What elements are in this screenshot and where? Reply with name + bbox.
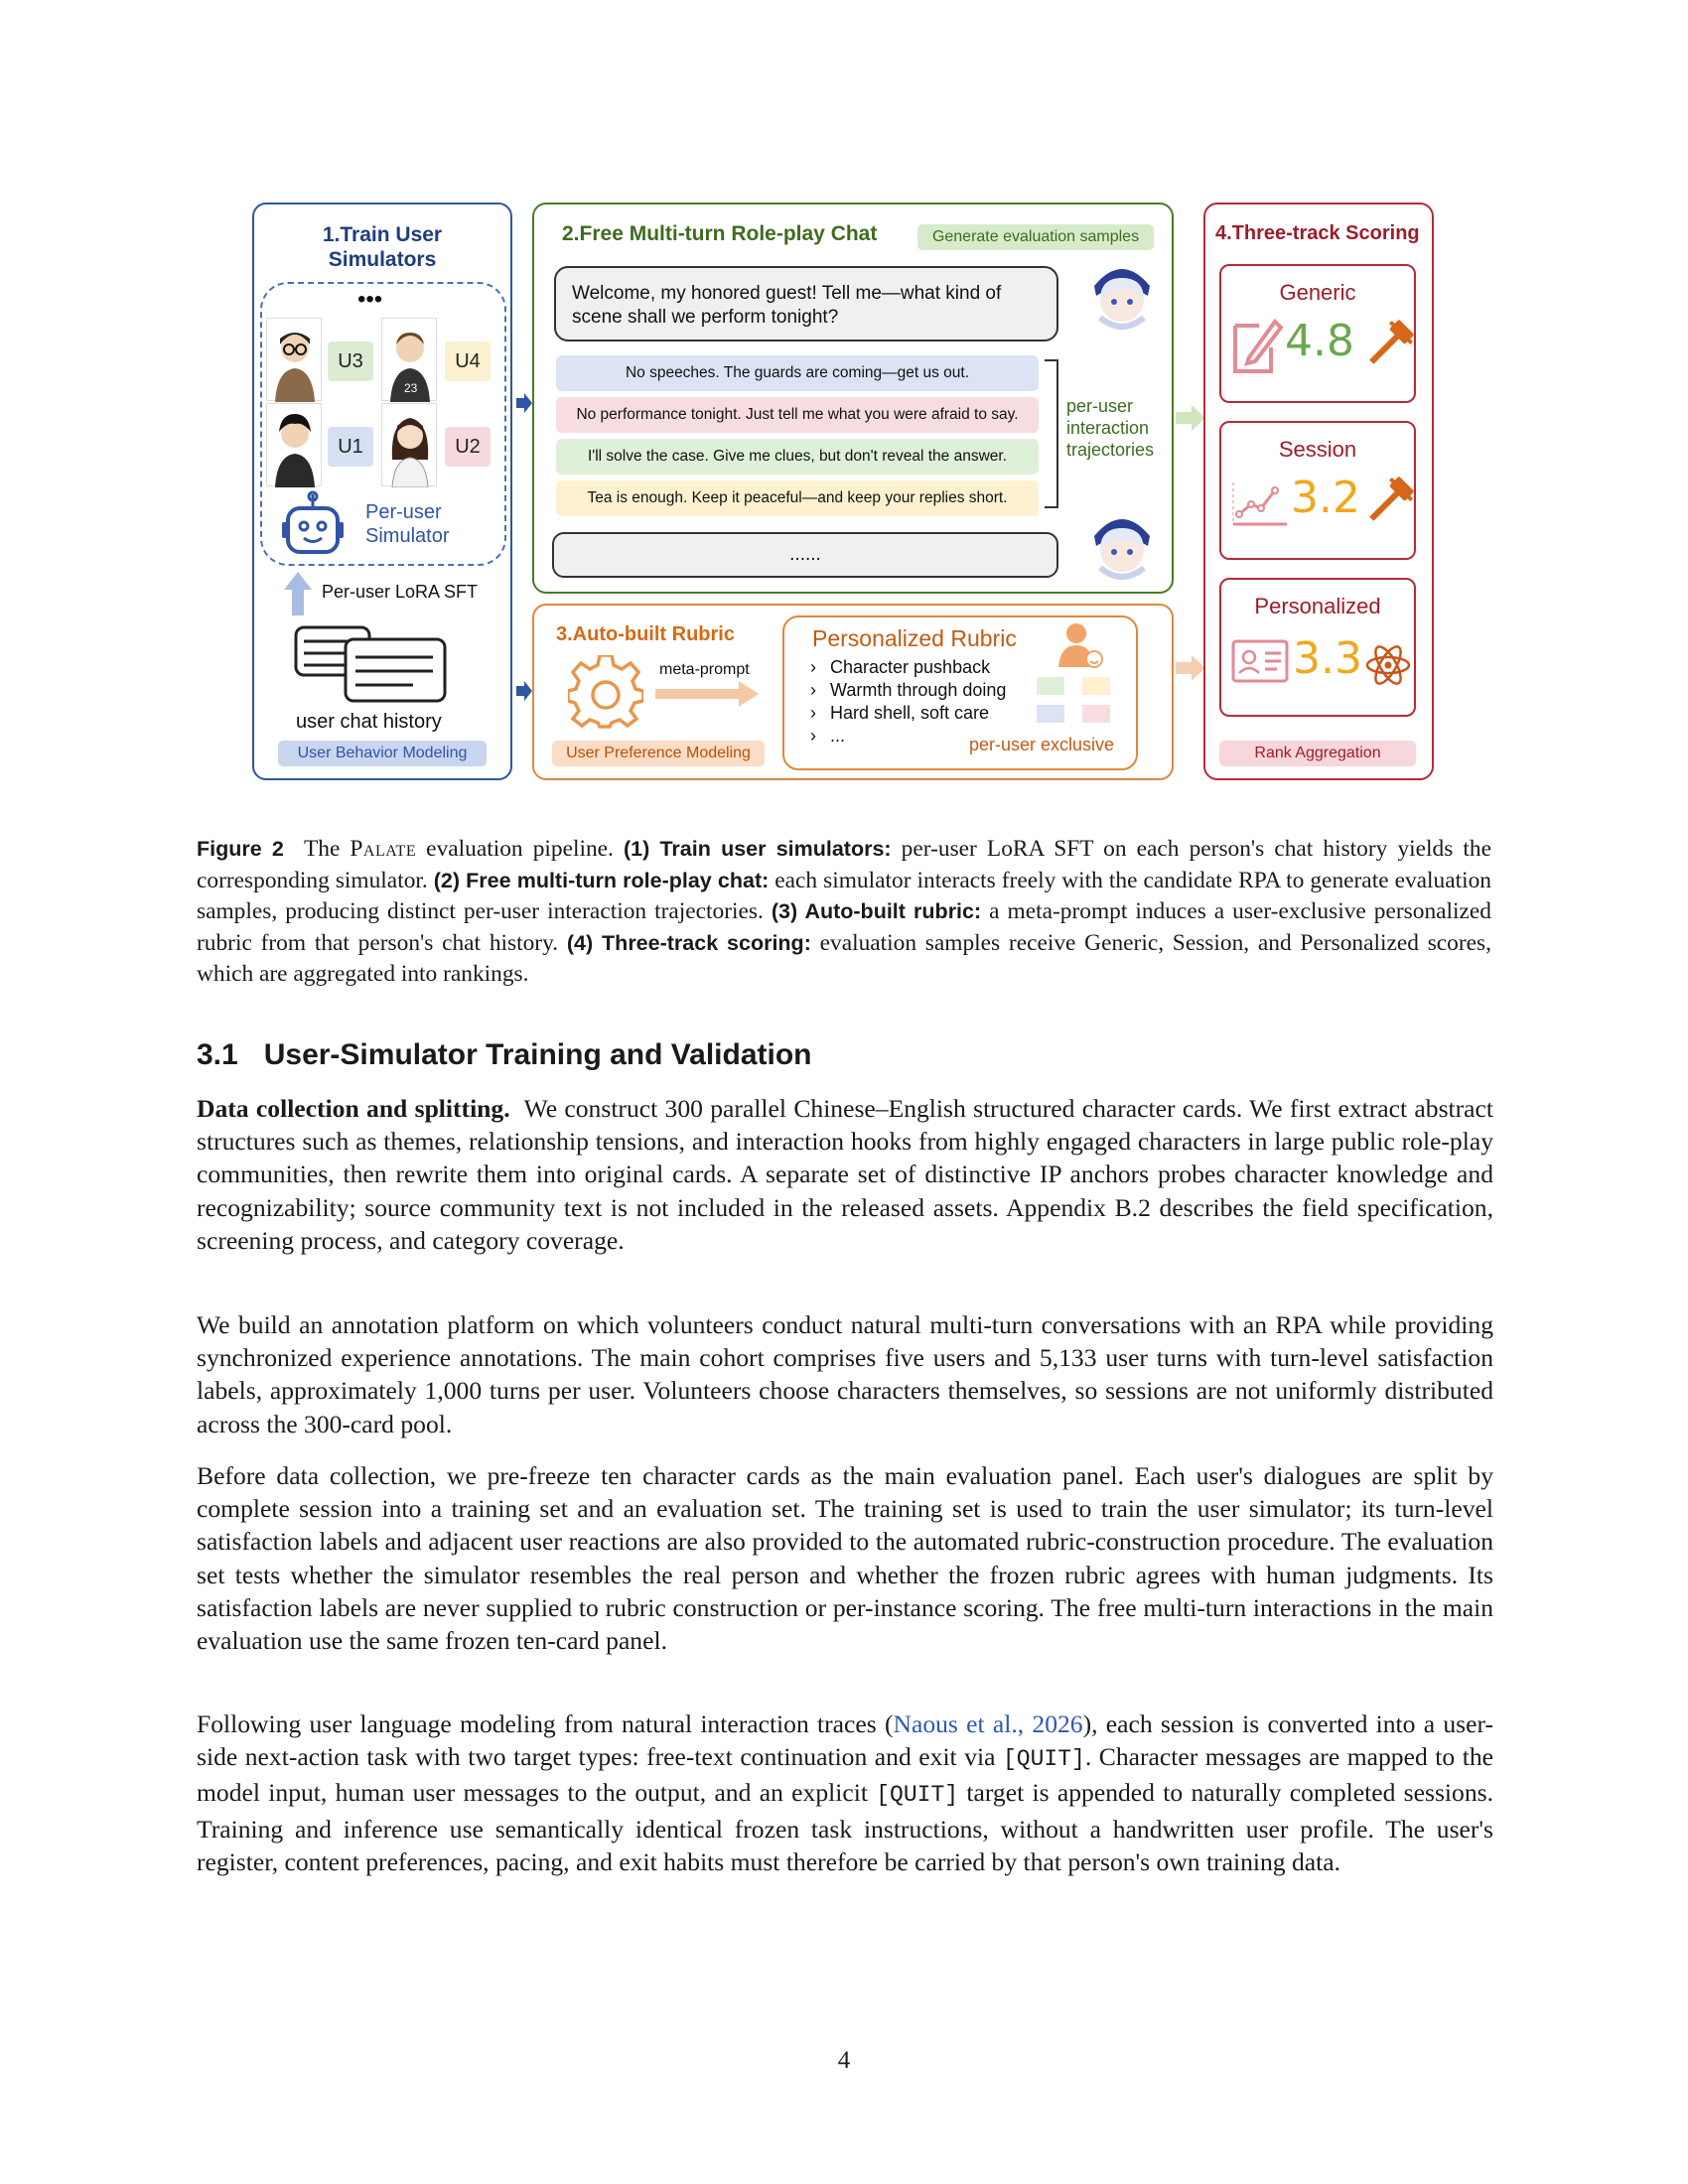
- id-card-icon: [1231, 639, 1289, 688]
- panel4-title: 4.Three-track Scoring: [1215, 222, 1420, 244]
- system-name: Palate: [350, 836, 417, 862]
- quit-token: [QUIT]: [876, 1782, 959, 1809]
- arrow-right-icon: [516, 393, 532, 418]
- character-avatar: [1086, 506, 1158, 591]
- caption-step-heading: (2) Free multi-turn role-play chat:: [433, 868, 770, 892]
- rubric-item: › Warmth through doing: [810, 680, 1007, 700]
- panel2-title: 2.Free Multi-turn Role-play Chat: [562, 222, 878, 245]
- paragraph-text: . Character messages are mapped to the model input, human user messages to the output, and an explicit: [197, 1742, 1493, 1808]
- track-score: 3.3: [1293, 633, 1362, 684]
- paragraph: [197, 1092, 1493, 1257]
- atom-icon: [1364, 641, 1412, 694]
- lora-sft-label: Per-user LoRA SFT: [322, 582, 479, 602]
- robot-icon: [280, 490, 346, 565]
- user-label-u4: U4: [445, 341, 491, 381]
- rubric-color-swatch: [1037, 705, 1064, 723]
- svg-text:23: 23: [404, 381, 418, 395]
- gavel-icon: [1364, 318, 1414, 376]
- user-avatar-u3: [266, 318, 322, 401]
- meta-prompt-label: meta-prompt: [659, 661, 750, 678]
- trajectory-4: Tea is enough. Keep it peaceful—and keep your replies short.: [556, 480, 1039, 516]
- character-greeting-bubble: [554, 266, 1058, 341]
- paragraph-text: ), each session is converted into a user-side next-action task with two target types: free-text continuation and exit via: [197, 1709, 1493, 1772]
- score-card-personalized: [1219, 578, 1416, 717]
- per-user-exclusive-label: per-user exclusive: [969, 735, 1115, 754]
- rubric-item-text: Warmth through doing: [830, 680, 1007, 700]
- caption-step-heading: (3) Auto-built rubric:: [771, 899, 982, 923]
- gear-icon: [568, 655, 643, 736]
- rubric-item-text: Character pushback: [830, 657, 991, 677]
- user-avatar-u4: [381, 318, 437, 401]
- track-name: Generic: [1279, 280, 1356, 305]
- caption-text: evaluation samples receive Generic, Session, and Personalized scores, which are aggregated into rankings.: [197, 929, 1491, 987]
- caption-text: a meta-prompt induces a user-exclusive personalized rubric from that person's chat history.: [197, 898, 1492, 956]
- paragraph-text: We construct 300 parallel Chinese–English structured character cards. We first extract abstract structures such as themes, relationship tensions, and interaction hooks from highly engaged characters in large public role-play communities, then rewrite them into original cards. A separate set of distinctive IP anchors probes character knowledge and recognizability; source community text is not included in the released assets. Appendix B.2 describes the field specification, screening process, and category coverage.: [197, 1094, 1493, 1255]
- rubric-item: › Character pushback: [810, 657, 991, 677]
- rubric-item-text: ...: [830, 726, 846, 746]
- caption-text: evaluation pipeline.: [416, 836, 624, 862]
- edit-icon: [1231, 316, 1283, 380]
- trajectory-3: I'll solve the case. Give me clues, but don't reveal the answer.: [556, 439, 1039, 475]
- section-title-text: User-Simulator Training and Validation: [263, 1038, 812, 1071]
- rubric-color-swatch: [1082, 677, 1110, 695]
- rubric-item: › Hard shell, soft care: [810, 703, 990, 723]
- rubric-color-swatch: [1037, 677, 1064, 695]
- paragraph-text: Following user language modeling from natural interaction traces (: [197, 1709, 894, 1738]
- user-avatar-u2: [381, 403, 437, 486]
- trend-chart-icon: [1231, 478, 1289, 533]
- rubric-color-swatch: [1082, 705, 1110, 723]
- arrow-right-icon: [1176, 405, 1205, 436]
- greeting-text: Welcome, my honored guest! Tell me—what kind of scene shall we perform tonight?: [572, 283, 1002, 328]
- trajectory-brace: [1045, 359, 1058, 508]
- panel3-title: 3.Auto-built Rubric: [556, 623, 735, 645]
- caption-text: each simulator interacts freely with the candidate RPA to generate evaluation samples, producing distinct per-user interaction trajectories.: [197, 867, 1492, 924]
- trajectory-2: No performance tonight. Just tell me what you were afraid to say.: [556, 397, 1039, 433]
- paragraph: We build an annotation platform on which volunteers conduct natural multi-turn conversations with an RPA while providing synchronized experience annotations. The main cohort comprises five users and 5,133 user turns with turn-level satisfaction labels, approximately 1,000 turns per user. Volunteers choose characters themselves, so sessions are not uniformly distributed across the 300-card pool.: [197, 1310, 1493, 1438]
- arrow-right-icon: [516, 681, 532, 706]
- caption-label: Figure 2: [197, 837, 284, 861]
- caption-step-heading: (4) Three-track scoring:: [566, 930, 811, 955]
- citation-link[interactable]: Naous et al., 2026: [893, 1709, 1083, 1738]
- trajectory-1: No speeches. The guards are coming—get us out.: [556, 355, 1039, 391]
- user-profile-icon: [1056, 621, 1106, 676]
- caption-step-heading: (1) Train user simulators:: [623, 837, 892, 861]
- more-users-dots: •••: [357, 286, 383, 313]
- caption-text: per-user LoRA SFT on each person's chat history yields the corresponding simulator.: [197, 836, 1491, 893]
- ellipsis-text: ......: [789, 544, 821, 565]
- score-card-generic: [1219, 264, 1416, 403]
- figure-caption: [197, 834, 1491, 991]
- quit-token: [QUIT]: [1003, 1746, 1085, 1773]
- track-name: Session: [1278, 437, 1357, 462]
- rubric-title: Personalized Rubric: [812, 625, 1017, 651]
- paragraph: [197, 1707, 1493, 1878]
- user-chat-history-label: user chat history: [296, 711, 442, 733]
- user-behavior-modeling-tag: User Behavior Modeling: [278, 741, 487, 766]
- paragraph: Before data collection, we pre-freeze ten character cards as the main evaluation panel. Each user's dialogues are split by complete session into a training set and an evaluation set. The training set is used to train the user simulator; its turn-level satisfaction labels and adjacent user reactions are also provided to the automated rubric-construction procedure. The evaluation set tests whether the simulator resembles the real person and whether the frozen rubric agrees with human judgments. Its satisfaction labels are never supplied to rubric construction or per-instance scoring. The free multi-turn interactions in the main evaluation use the same frozen ten-card panel.: [197, 1461, 1493, 1656]
- user-avatar-u1: [266, 403, 322, 486]
- section-number: 3.1: [197, 1038, 238, 1071]
- chat-history-icon: [294, 625, 447, 710]
- paragraph-text: target is appended to naturally completed sessions. Training and inference use semantically identical frozen task instructions, without a handwritten user profile. The user's register, content preferences, pacing, and exit habits must therefore be carried by that person's own training data.: [197, 1778, 1493, 1876]
- page-number: 4: [837, 2047, 851, 2074]
- per-user-simulator-label: Per-user Simulator: [365, 501, 450, 547]
- arrow-right-icon: [1176, 655, 1205, 686]
- track-score: 4.8: [1285, 316, 1354, 366]
- arrow-right-icon: [655, 681, 759, 712]
- rubric-item: › ...: [810, 726, 846, 746]
- rubric-item-text: Hard shell, soft care: [830, 703, 990, 723]
- gavel-icon: [1364, 475, 1414, 533]
- user-label-u2: U2: [445, 427, 491, 467]
- track-score: 3.2: [1291, 473, 1360, 523]
- rank-aggregation-tag: Rank Aggregation: [1219, 741, 1416, 766]
- ellipsis-bubble: [552, 532, 1058, 578]
- user-label-u3: U3: [328, 341, 373, 381]
- paragraph-lead: Data collection and splitting.: [197, 1094, 510, 1123]
- track-name: Personalized: [1254, 594, 1381, 618]
- character-avatar: [1086, 256, 1158, 341]
- up-arrow-icon: [282, 570, 314, 622]
- panel1-title: 1.Train User Simulators: [322, 223, 443, 271]
- score-card-session: [1219, 421, 1416, 560]
- section-heading: [197, 1038, 811, 1072]
- caption-text: The: [303, 836, 351, 862]
- user-preference-modeling-tag: User Preference Modeling: [552, 741, 765, 766]
- trajectories-label: per-user interaction trajectories: [1066, 396, 1155, 460]
- user-label-u1: U1: [328, 427, 373, 467]
- generate-samples-tag: Generate evaluation samples: [917, 224, 1154, 250]
